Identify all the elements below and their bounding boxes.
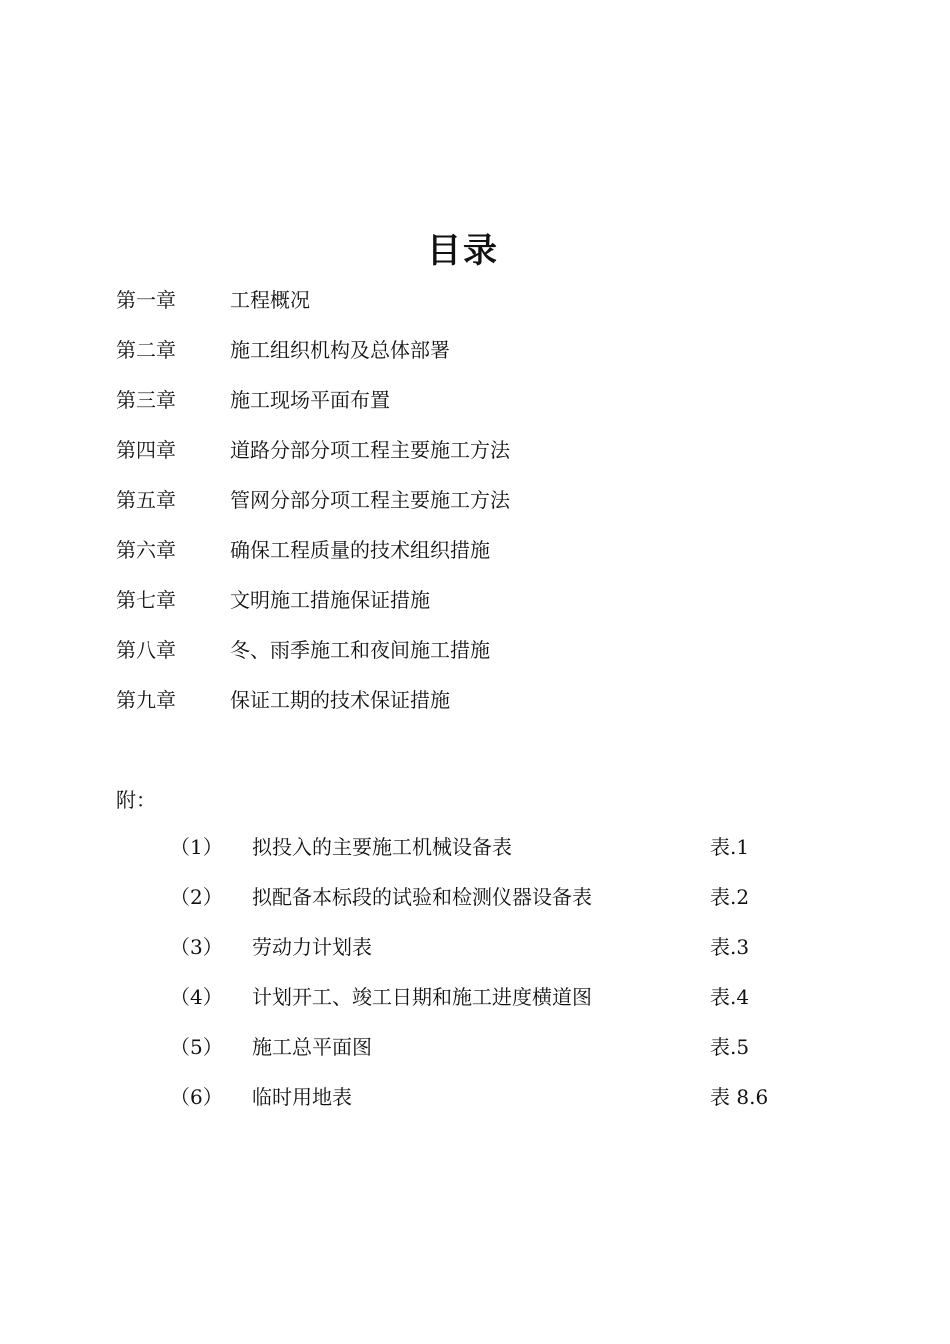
toc-entry [116,482,876,532]
appendix-item [170,829,830,879]
appendix-title: 拟投入的主要施工机械设备表 [252,835,512,859]
appendix-item [170,879,830,929]
appendix-item [170,929,830,979]
toc-entry [116,632,876,682]
chapter-title: 确保工程质量的技术组织措施 [230,538,490,562]
toc-entry [116,682,876,732]
toc-entry [116,332,876,382]
chapter-title: 施工现场平面布置 [230,388,390,412]
appendix-table-ref: 表.5 [710,1035,750,1059]
appendix-index: （5） [170,1035,223,1059]
chapter-title: 道路分部分项工程主要施工方法 [230,438,510,462]
chapter-number: 第一章 [116,288,176,312]
toc-entry [116,282,876,332]
chapter-number: 第二章 [116,338,176,362]
appendix-index: （2） [170,885,223,909]
appendix-list [170,829,830,1129]
page-title: 目录 [427,231,499,271]
appendix-item [170,1029,830,1079]
appendix-table-ref: 表.2 [710,885,750,909]
appendix-title: 施工总平面图 [252,1035,372,1059]
appendix-table-ref: 表.3 [710,935,750,959]
appendix-item [170,1079,830,1129]
chapter-number: 第六章 [116,538,176,562]
chapter-number: 第五章 [116,488,176,512]
chapter-title: 工程概况 [230,288,310,312]
appendix-table-ref: 表.1 [710,835,750,859]
appendix-title: 劳动力计划表 [252,935,372,959]
toc-entry [116,382,876,432]
chapter-title: 文明施工措施保证措施 [230,588,430,612]
appendix-table-ref: 表.4 [710,985,750,1009]
chapter-title: 保证工期的技术保证措施 [230,688,450,712]
appendix-index: （6） [170,1085,223,1109]
appendix-label: 附： [116,788,156,812]
appendix-index: （4） [170,985,223,1009]
chapter-number: 第三章 [116,388,176,412]
chapter-title: 施工组织机构及总体部署 [230,338,450,362]
chapter-number: 第九章 [116,688,176,712]
appendix-table-ref: 表 8.6 [710,1085,769,1109]
appendix-index: （1） [170,835,223,859]
chapter-number: 第八章 [116,638,176,662]
chapter-number: 第七章 [116,588,176,612]
appendix-index: （3） [170,935,223,959]
chapter-title: 管网分部分项工程主要施工方法 [230,488,510,512]
appendix-item [170,979,830,1029]
toc-entry [116,432,876,482]
appendix-title: 临时用地表 [252,1085,352,1109]
toc-entry [116,582,876,632]
toc-entry [116,532,876,582]
chapter-number: 第四章 [116,438,176,462]
table-of-contents [116,282,876,732]
chapter-title: 冬、雨季施工和夜间施工措施 [230,638,490,662]
appendix-title: 计划开工、竣工日期和施工进度横道图 [252,985,592,1009]
appendix-title: 拟配备本标段的试验和检测仪器设备表 [252,885,592,909]
